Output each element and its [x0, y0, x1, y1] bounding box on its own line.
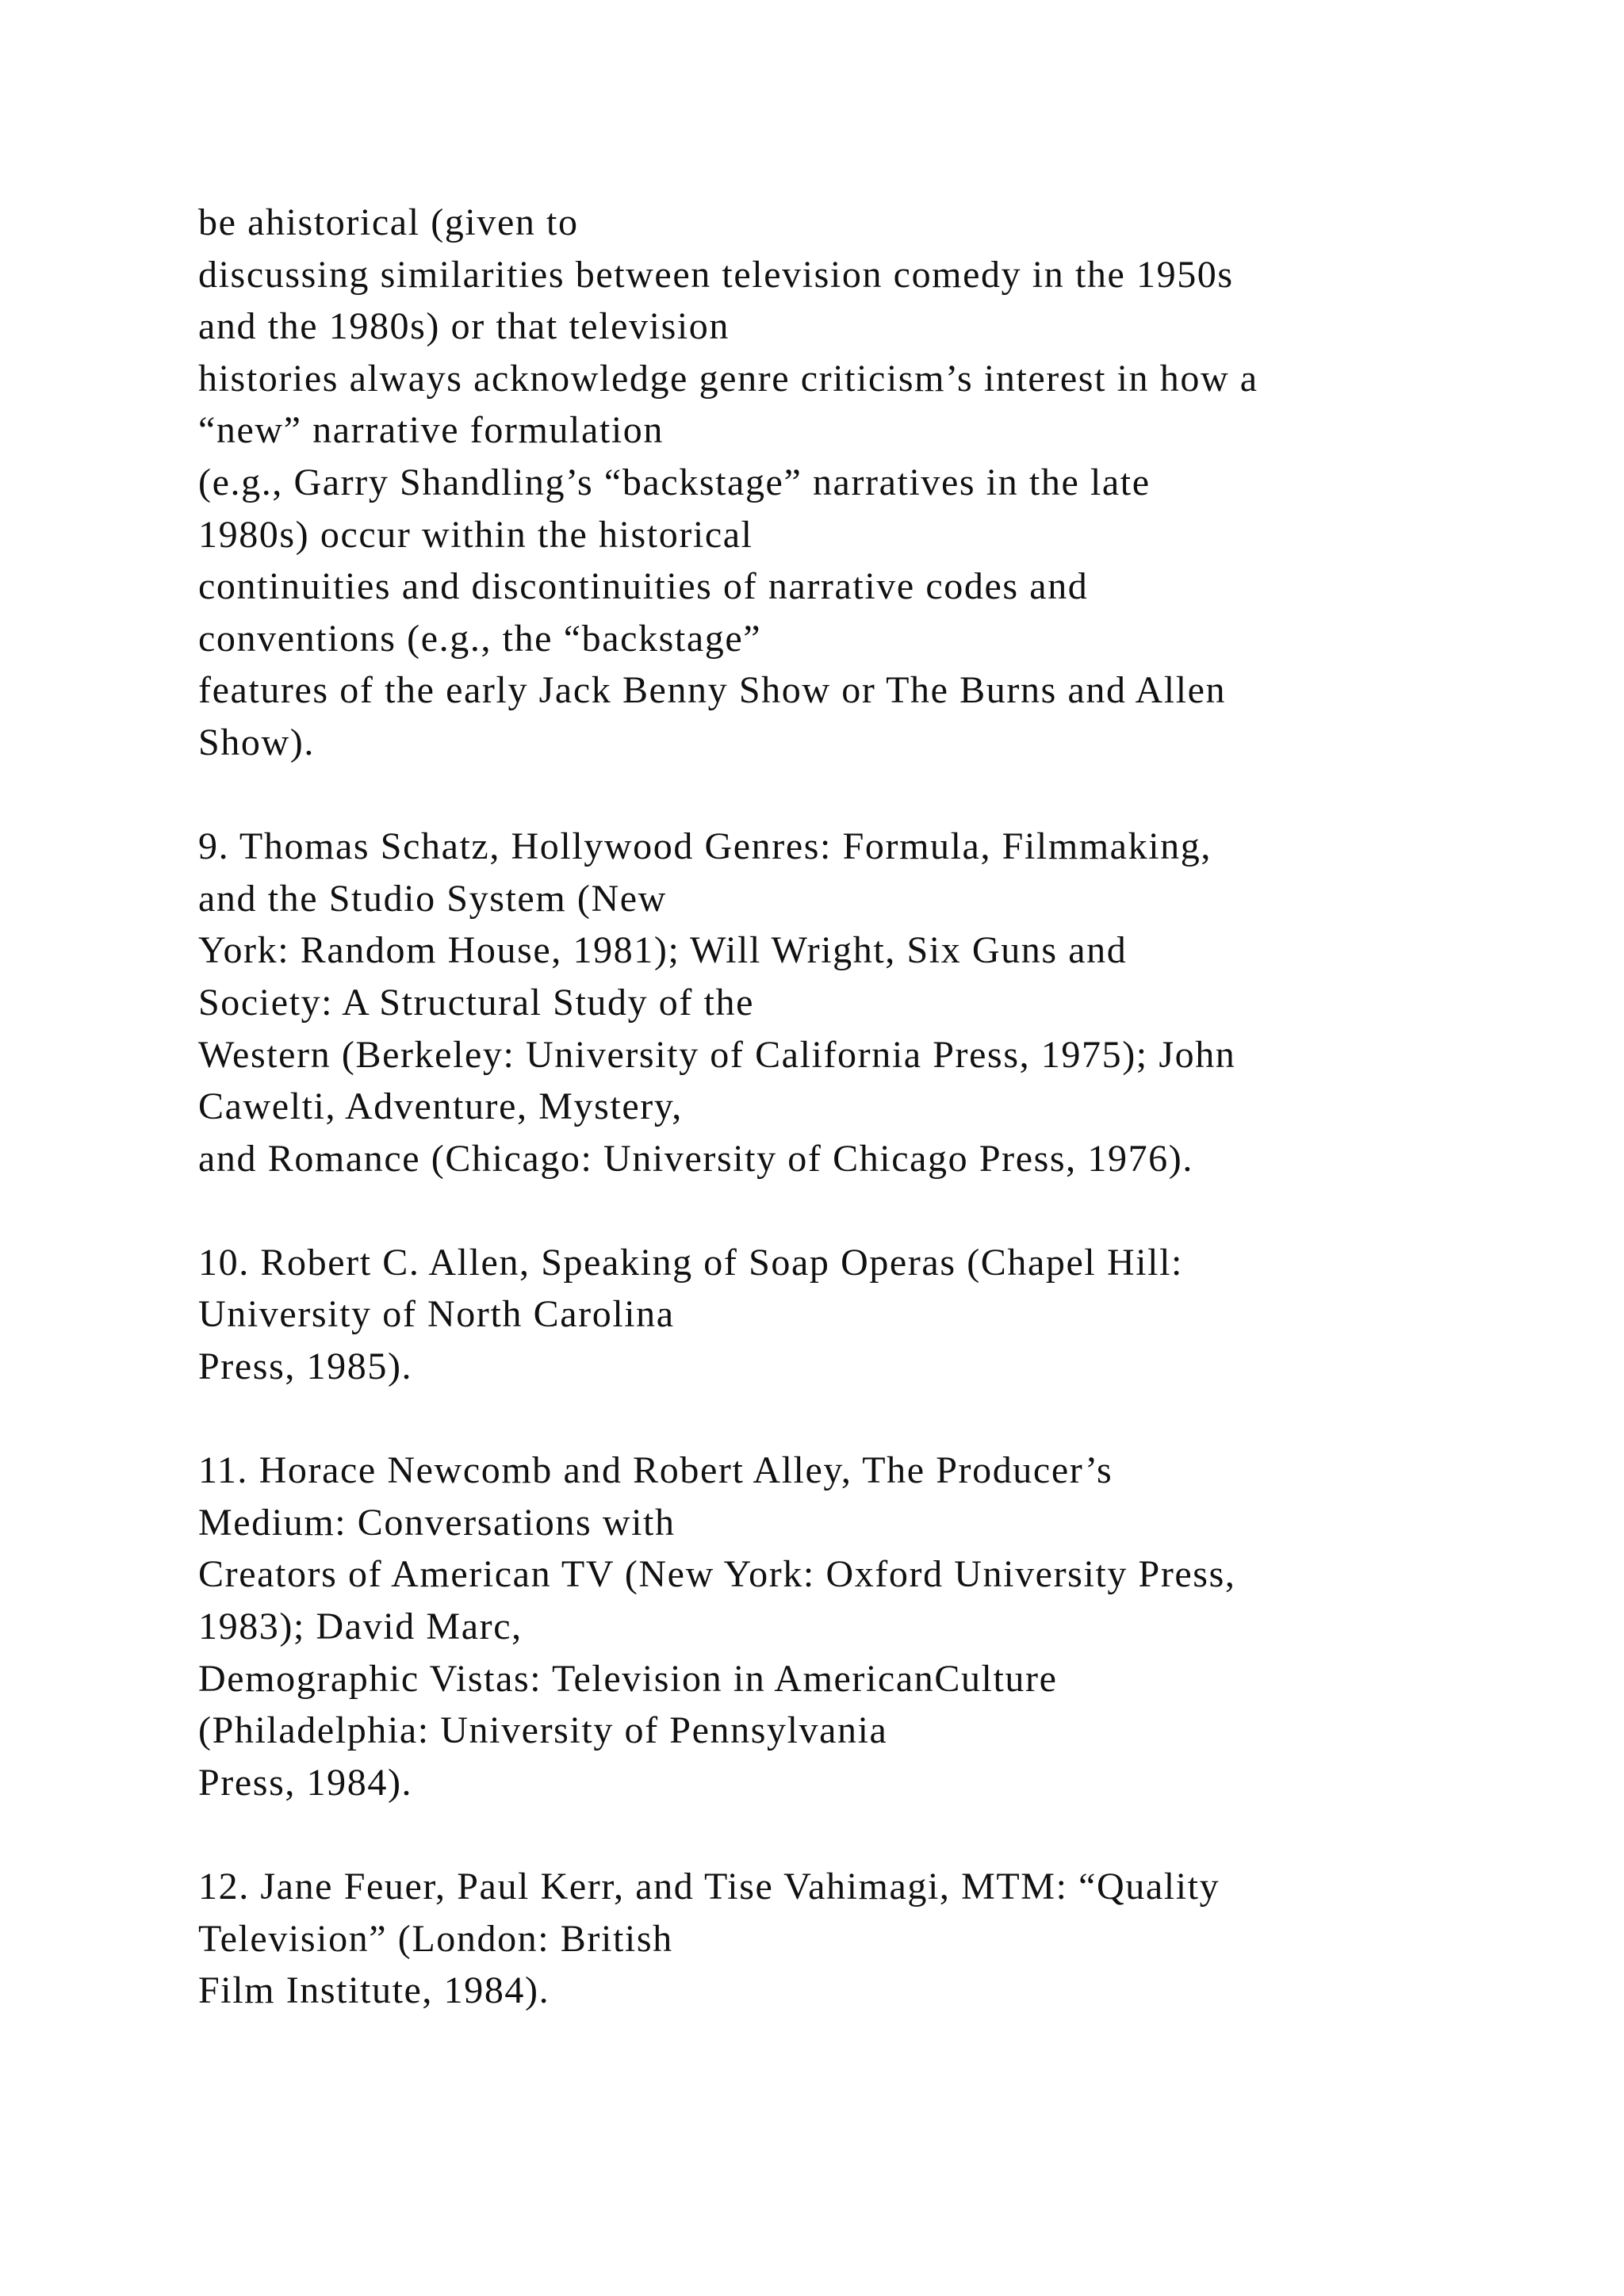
paragraph-break [198, 769, 1546, 821]
text-line: histories always acknowledge genre criticism’s interest in how a [198, 357, 1258, 400]
text-line: and the 1980s) or that television [198, 305, 730, 348]
footnote-11-line: Press, 1984). [198, 1761, 413, 1804]
text-line: features of the early Jack Benny Show or The Burns and Allen [198, 669, 1227, 712]
text-line: be ahistorical (given to [198, 201, 579, 243]
text-line: Show). [198, 721, 315, 763]
footnote-10-line: University of North Carolina [198, 1293, 675, 1336]
footnote-11-line: Medium: Conversations with [198, 1501, 676, 1544]
text-line: 1980s) occur within the historical [198, 513, 753, 556]
footnote-9-line: York: Random House, 1981); Will Wright, Six Guns and [198, 929, 1128, 972]
paragraph-break [198, 1184, 1546, 1237]
footnote-9-line: and Romance (Chicago: University of Chicago Press, 1976). [198, 1137, 1193, 1180]
footnote-9-line: Cawelti, Adventure, Mystery, [198, 1085, 683, 1128]
text-line: continuities and discontinuities of narrative codes and [198, 565, 1089, 608]
footnotes-text [198, 197, 1546, 2017]
footnote-12-line: 12. Jane Feuer, Paul Kerr, and Tise Vahimagi, MTM: “Quality [198, 1866, 1220, 1908]
footnote-11-line: (Philadelphia: University of Pennsylvania [198, 1709, 888, 1752]
footnote-10-line: 10. Robert C. Allen, Speaking of Soap Operas (Chapel Hill: [198, 1241, 1183, 1284]
text-line: “new” narrative formulation [198, 409, 664, 452]
footnote-12-line: Television” (London: British [198, 1917, 673, 1960]
footnote-9-line: and the Studio System (New [198, 877, 667, 920]
footnote-9-line: Western (Berkeley: University of California Press, 1975); John [198, 1033, 1236, 1076]
footnote-9-line: 9. Thomas Schatz, Hollywood Genres: Formula, Filmmaking, [198, 825, 1212, 868]
text-line: (e.g., Garry Shandling’s “backstage” narratives in the late [198, 461, 1151, 503]
footnote-11-line: Demographic Vistas: Television in AmericanCulture [198, 1657, 1058, 1700]
footnote-11-line: Creators of American TV (New York: Oxford University Press, [198, 1553, 1236, 1596]
footnote-11-line: 11. Horace Newcomb and Robert Alley, The Producer’s [198, 1449, 1113, 1492]
footnote-12-line: Film Institute, 1984). [198, 1969, 550, 2012]
text-line: conventions (e.g., the “backstage” [198, 617, 762, 660]
paragraph-break [198, 1808, 1546, 1861]
footnote-10-line: Press, 1985). [198, 1345, 413, 1388]
paragraph-break [198, 1393, 1546, 1445]
footnote-11-line: 1983); David Marc, [198, 1605, 523, 1648]
text-line: discussing similarities between television comedy in the 1950s [198, 253, 1234, 296]
footnote-9-line: Society: A Structural Study of the [198, 981, 755, 1024]
